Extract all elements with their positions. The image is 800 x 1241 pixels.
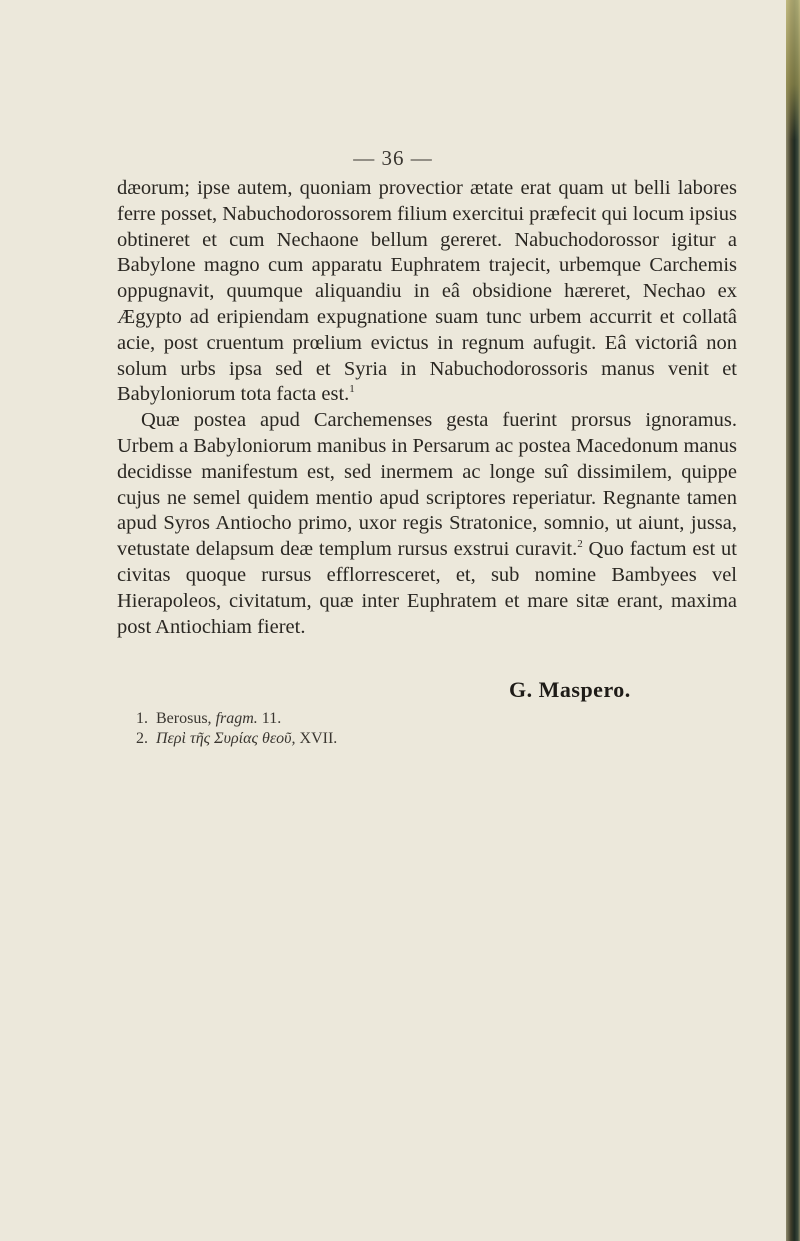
paragraph-2 (117, 408, 737, 640)
paragraph-1 (117, 176, 737, 408)
footnote-text-after: 11. (257, 710, 282, 727)
footnote-italic: Περὶ τῆς Συρίας θεοῦ, (156, 730, 296, 747)
paragraph-1-text: dæorum; ipse autem, quoniam provectior ætate erat quam ut belli labores ferre posset, Nabuchodorossorem filium exercitui præfecit qui locum ipsius obtineret et cum Nechaone bellum gereret. Nabuchodorossor igitur a Babylone magno cum apparatu Euphratem trajecit, urbemque Carchemis oppugnavit, quumque aliquandiu in eâ obsidione hæreret, Nechao ex Ægypto ad eripiendam expugnatione suam tunc urbem accurrit et collatâ acie, post cruentum prœlium evictus in regnum aufugit. Eâ victoriâ non solum urbs ipsa sed et Syria in Nabuchodorossoris manus venit et Babyloniorum tota facta est. (117, 177, 737, 406)
book-edge-highlight (786, 0, 800, 140)
footnote-text-after: XVII. (295, 730, 338, 747)
author-signature: G. Maspero. (509, 677, 631, 702)
book-edge (786, 0, 800, 1241)
footnote-italic: fragm. (215, 710, 258, 727)
main-text (117, 176, 737, 640)
footnote-text: Berosus, (156, 710, 216, 727)
footnote-ref-1: 1 (349, 383, 355, 396)
page-number: — 36 — (353, 146, 433, 170)
paragraph-2-text-b: Quo factum est ut civitas quoque rursus efflorresceret, et, sub nomine Bambyees vel Hierapoleos, civitatum, quæ inter Euphratem et mare sitæ erant, maxima post Antiochiam fieret. (117, 538, 737, 638)
footnote-number: 2. (136, 730, 148, 747)
footnotes (136, 709, 656, 749)
footnote-1 (136, 709, 656, 729)
footnote-number: 1. (136, 710, 148, 727)
paragraph-2-text-a: Quæ postea apud Carchemenses gesta fuerint prorsus ignoramus. Urbem a Babyloniorum manibus in Persarum ac postea Macedonum manus decidisse manifestum est, sed inermem ac longe suî dissimilem, quippe cujus ne semel quidem mentio apud scriptores reperiatur. Regnante tamen apud Syros Antiocho primo, uxor regis Stratonice, somnio, ut aiunt, jussa, vetustate delapsum deæ templum rursus exstrui curavit. (117, 409, 737, 561)
footnote-ref-2: 2 (577, 538, 583, 551)
footnote-2 (136, 729, 656, 749)
